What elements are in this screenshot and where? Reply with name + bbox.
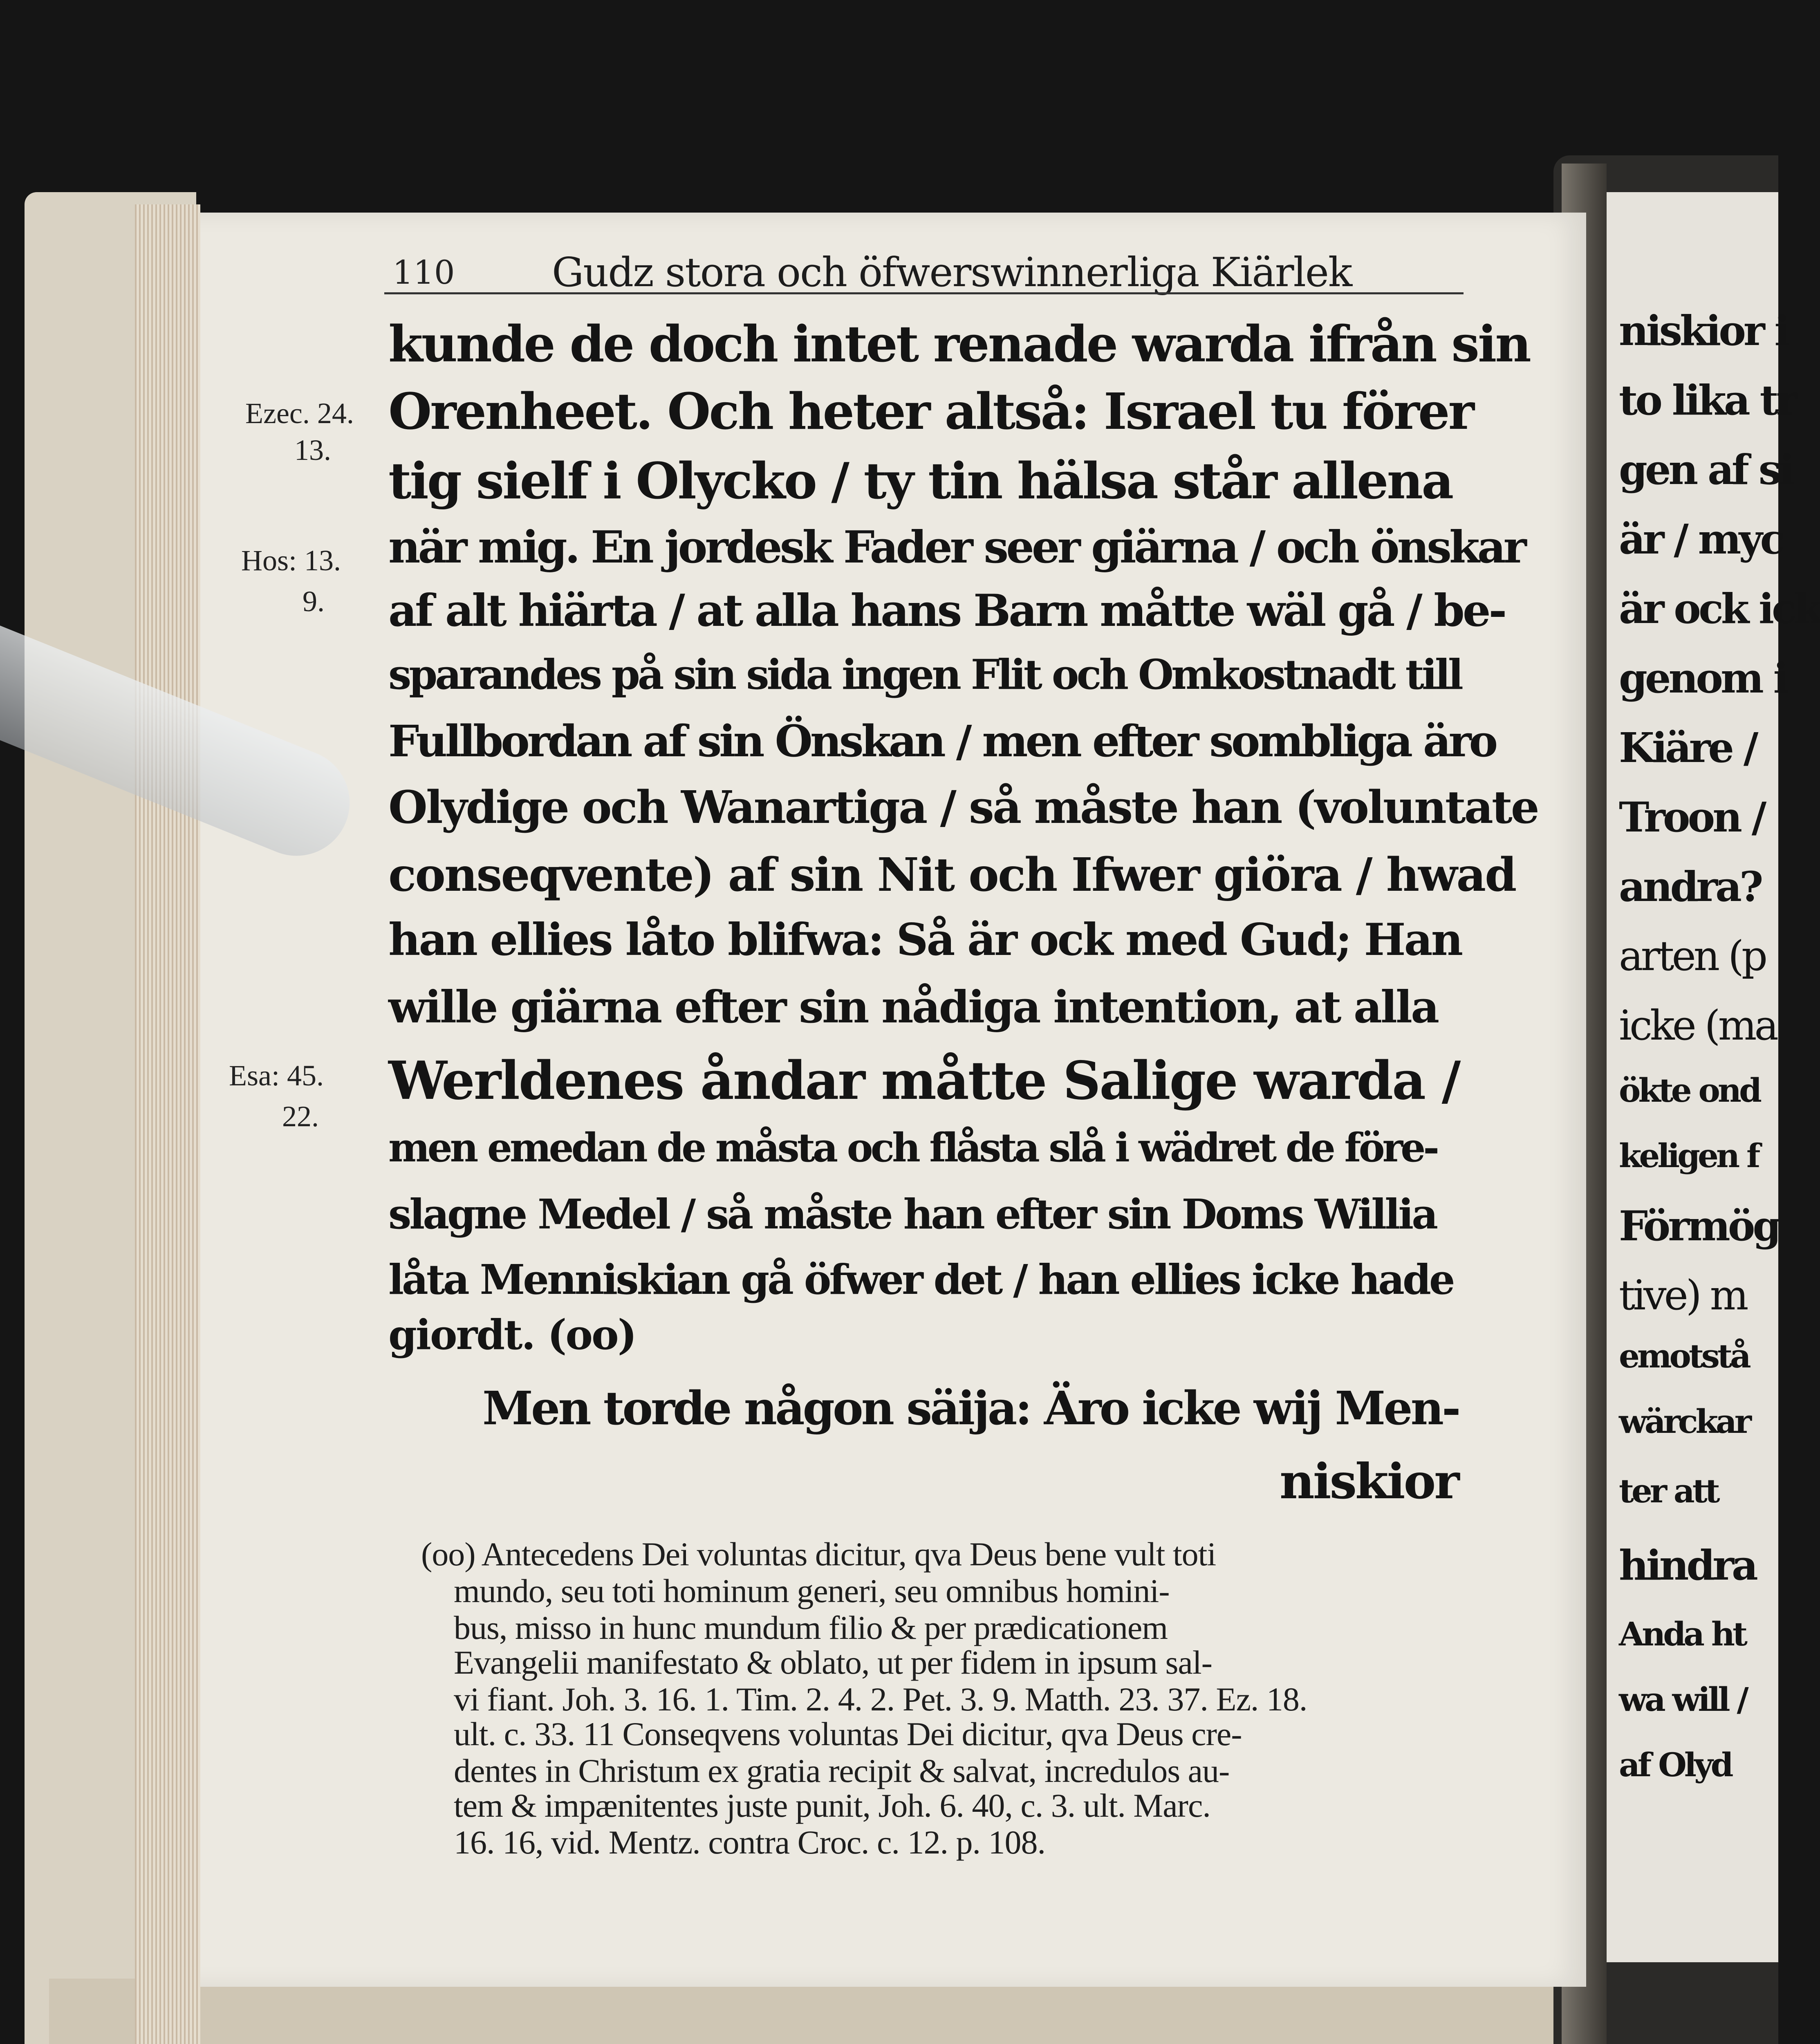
body-line: han ellies låto blifwa: Så är ock med Gud; Han	[388, 914, 1462, 966]
right-page-line: Anda ht	[1619, 1615, 1745, 1653]
body-line: slagne Medel / så måste han efter sin Doms Willia	[388, 1190, 1437, 1238]
right-page-line: af Olyd	[1619, 1746, 1731, 1784]
footnote-line: mundo, seu toti hominum generi, seu omnibus homini-	[454, 1572, 1170, 1609]
footnote-line: bus, misso in hunc mundum filio & per prædicationem	[454, 1609, 1168, 1646]
right-page-line: icke (ma	[1619, 1002, 1777, 1049]
right-page-line: keligen f	[1619, 1136, 1758, 1175]
catchword: niskior	[1280, 1453, 1458, 1510]
margin-reference: 9.	[303, 585, 325, 618]
footnote-line: ult. c. 33. 11 Conseqvens voluntas Dei dicitur, qva Deus cre-	[454, 1715, 1242, 1753]
page-bottom-edge	[49, 1979, 1562, 2044]
right-page-line: emotstå	[1619, 1337, 1749, 1375]
body-line: Orenheet. Och heter altså: Israel tu förer	[388, 382, 1473, 441]
body-line: Fullbordan af sin Önskan / men efter sombliga äro	[388, 715, 1496, 766]
right-page-line: Förmög	[1619, 1202, 1779, 1250]
body-line: låta Menniskian gå öfwer det / han ellies icke hade	[388, 1255, 1453, 1304]
right-page-line: arten (p	[1619, 932, 1766, 980]
footnote-line: vi fiant. Joh. 3. 16. 1. Tim. 2. 4. 2. Pet. 3. 9. Matth. 23. 37. Ez. 18.	[454, 1681, 1307, 1718]
footnote-line: tem & impænitentes juste punit, Joh. 6. 40, c. 3. ult. Marc.	[454, 1787, 1210, 1824]
right-page-line: to lika tr	[1619, 376, 1795, 424]
right-page-line: hindra	[1619, 1541, 1756, 1589]
running-title: Gudz stora och öfwerswinnerliga Kiärlek	[552, 249, 1352, 296]
margin-reference: Hos: 13.	[241, 544, 341, 577]
page-number: 110	[392, 253, 455, 291]
right-page-line: ter att	[1619, 1472, 1718, 1510]
footnote-line: (oo) Antecedens Dei voluntas dicitur, qva Deus bene vult toti	[421, 1535, 1216, 1573]
right-page-line: niskior i	[1619, 307, 1788, 355]
right-page-line: Troon /	[1619, 793, 1764, 841]
running-header	[384, 241, 1464, 298]
right-page-line: är ock ick	[1619, 585, 1820, 633]
margin-reference: 13.	[294, 434, 331, 466]
body-line: Olydige och Wanartiga / så måste han (voluntate	[388, 781, 1538, 834]
body-line: Men torde någon säija: Äro icke wij Men-	[482, 1382, 1459, 1435]
footnote-line: Evangelii manifestato & oblato, ut per fidem in ipsum sal-	[454, 1644, 1212, 1681]
right-page-line: wärckar	[1619, 1402, 1749, 1441]
body-line: kunde de doch intet renade warda ifrån sin	[388, 314, 1530, 373]
margin-reference: Ezec. 24.	[245, 397, 354, 430]
body-line: giordt. (oo)	[388, 1311, 636, 1359]
body-line: af alt hiärta / at alla hans Barn måtte wäl gå / be-	[388, 585, 1505, 637]
right-page-line: tive) m	[1619, 1271, 1746, 1319]
right-page-line: andra?	[1619, 863, 1761, 911]
right-page-line: genom i	[1619, 654, 1786, 702]
right-page-line: wa will /	[1619, 1680, 1746, 1719]
right-page-text	[1586, 192, 1820, 1962]
page-stack-edge	[135, 204, 200, 2044]
footnote-line: dentes in Christum ex gratia recipit & salvat, incredulos au-	[454, 1752, 1230, 1789]
margin-reference: Esa: 45.	[229, 1059, 324, 1092]
right-page-line: gen af si	[1619, 446, 1792, 494]
right-page-line: är / myc	[1619, 515, 1783, 563]
body-line: tig sielf i Olycko / ty tin hälsa står allena	[388, 451, 1452, 510]
right-page-line: Kiäre /	[1619, 724, 1756, 772]
margin-reference: 22.	[282, 1100, 319, 1133]
body-line: när mig. En jordesk Fader seer giärna / och önskar	[388, 522, 1524, 573]
body-line: conseqvente) af sin Nit och Ifwer giöra / hwad	[388, 848, 1516, 902]
header-rule	[384, 292, 1464, 294]
body-line: wille giärna efter sin nådiga intention, at alla	[388, 982, 1438, 1033]
right-page-line: ökte ond	[1619, 1071, 1759, 1109]
body-line: Werldenes åndar måtte Salige warda /	[388, 1050, 1460, 1112]
footnote-line: 16. 16, vid. Mentz. contra Croc. c. 12. p. 108.	[454, 1824, 1045, 1861]
body-line: men emedan de måsta och flåsta slå i wädret de före-	[388, 1125, 1437, 1171]
body-line: sparandes på sin sida ingen Flit och Omkostnadt till	[388, 650, 1461, 699]
